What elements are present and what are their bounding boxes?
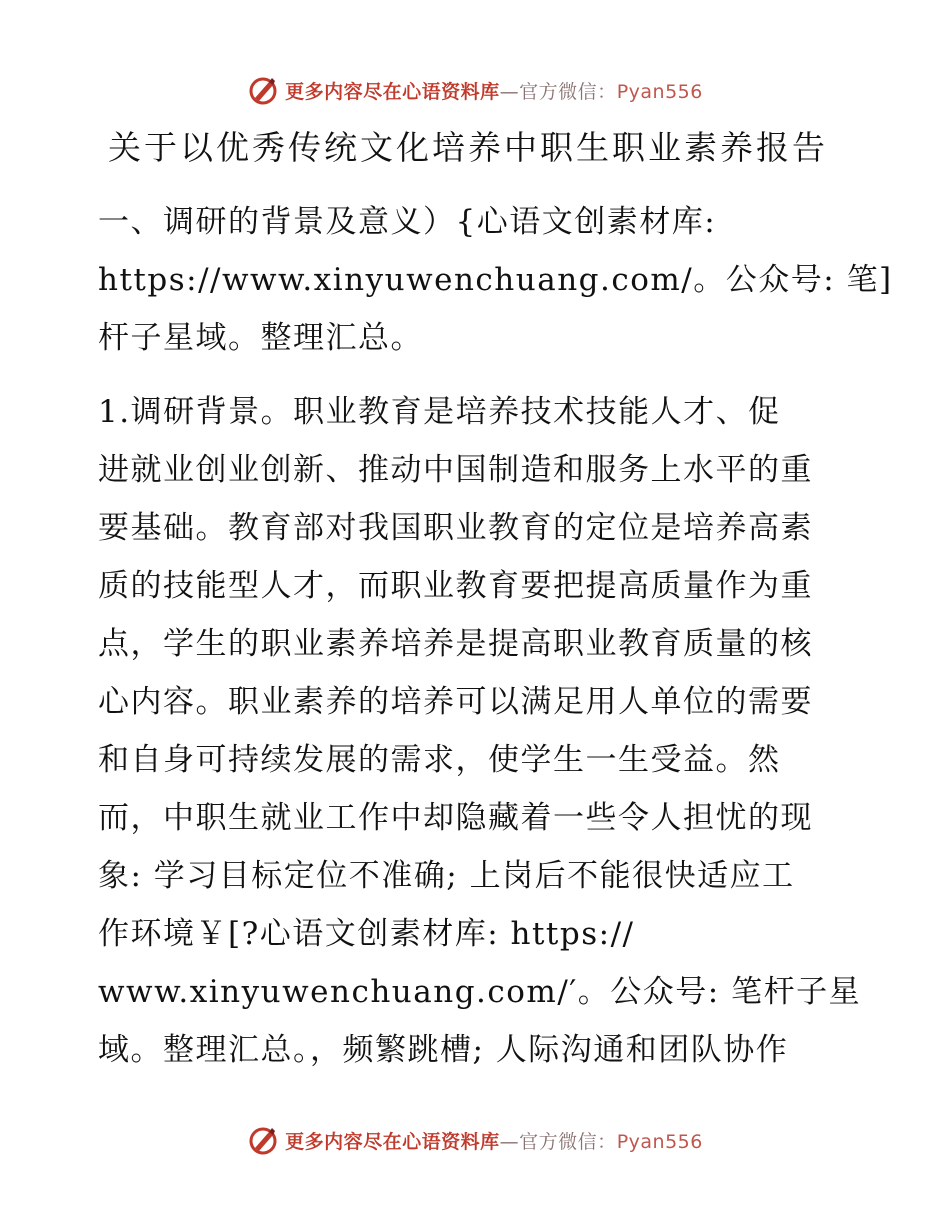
text-line: 1.调研背景。职业教育是培养技术技能人才、促 <box>98 394 781 430</box>
text-line: www.xinyuwenchuang.com/′。公众号: 笔杆子星 <box>98 974 862 1010</box>
watermark-dash: — <box>499 80 520 103</box>
text-line: 杆子星域。整理汇总。 <box>98 320 423 356</box>
watermark-wechat-id: Pyan556 <box>616 1130 703 1153</box>
watermark-dash: — <box>499 1130 520 1153</box>
text-line: 一、调研的背景及意义）{心语文创素材库: <box>98 204 717 240</box>
header-watermark <box>0 70 950 110</box>
text-line: 和自身可持续发展的需求，使学生一生受益。然 <box>98 742 781 778</box>
footer-watermark <box>0 1120 950 1160</box>
watermark-official-label: 官方微信： <box>519 1130 617 1153</box>
text-line: 质的技能型人才，而职业教育要把提高质量作为重 <box>98 568 813 604</box>
text-line: 而，中职生就业工作中却隐藏着一些令人担忧的现 <box>98 800 813 836</box>
section-research-background <box>98 383 862 1079</box>
watermark-site-name: 更多内容尽在心语资料库 <box>285 1130 500 1153</box>
text-line: 心内容。职业素养的培养可以满足用人单位的需要 <box>98 684 813 720</box>
pen-logo-icon <box>247 1124 279 1156</box>
text-line: 象: 学习目标定位不准确; 上岗后不能很快适应工 <box>98 858 795 894</box>
watermark-text <box>285 1127 703 1154</box>
text-line: 作环境￥[?心语文创素材库: https:// <box>98 916 635 952</box>
pen-logo-icon <box>247 74 279 106</box>
text-line: 进就业创业创新、推动中国制造和服务上水平的重 <box>98 452 813 488</box>
section-background-heading <box>98 193 893 367</box>
text-line: 点，学生的职业素养培养是提高职业教育质量的核 <box>98 626 813 662</box>
text-line: 域。整理汇总。，频繁跳槽; 人际沟通和团队协作 <box>98 1032 789 1068</box>
watermark-text <box>285 77 703 104</box>
document-title: 关于以优秀传统文化培养中职生职业素养报告 <box>108 128 828 167</box>
watermark-site-name: 更多内容尽在心语资料库 <box>285 80 500 103</box>
watermark-official-label: 官方微信： <box>519 80 617 103</box>
text-line: https://www.xinyuwenchuang.com/。公众号: 笔] <box>98 262 893 298</box>
text-line: 要基础。教育部对我国职业教育的定位是培养高素 <box>98 510 813 546</box>
watermark-wechat-id: Pyan556 <box>616 80 703 103</box>
